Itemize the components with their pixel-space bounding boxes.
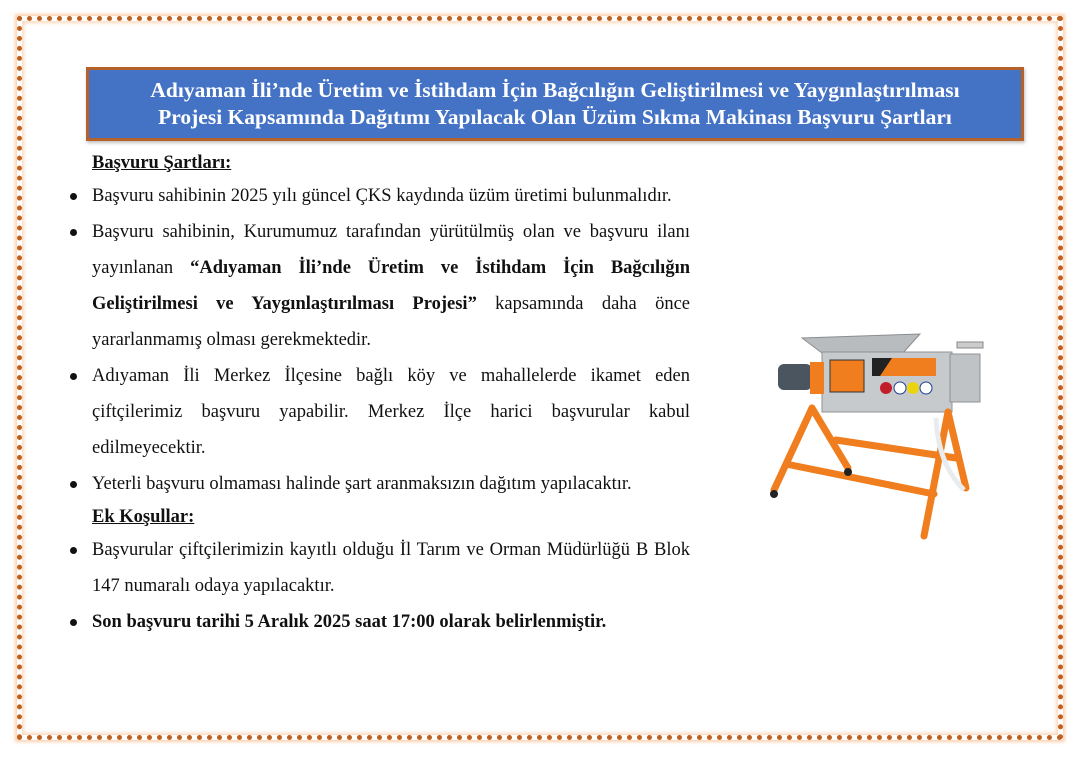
requirements-list [66, 178, 690, 502]
section-heading-additional-conditions: Ek Koşullar: [92, 507, 195, 527]
project-name-bold: “Adıyaman İli’nde Üretim ve İstihdam İçin Bağcılığın Geliştirilmesi ve Yaygınlaştırılması Projesi” [92, 258, 690, 314]
page-title-banner [86, 67, 1024, 141]
list-item: Adıyaman İli Merkez İlçesine bağlı köy ve mahallelerde ikamet eden çiftçilerimiz başvuru yapabilir. Merkez İlçe harici başvurular kabul edilmeyecektir. [66, 358, 690, 466]
list-item-text: Başvuru sahibinin, Kurumumuz tarafından yürütülmüş olan ve başvuru ilanı yayınlanan [92, 222, 690, 278]
document-body [66, 148, 690, 640]
list-item [66, 214, 690, 358]
list-item-text: kapsamında daha önce yararlanmamış olması gerekmektedir. [92, 294, 690, 350]
section-heading-application-requirements: Başvuru Şartları: [92, 153, 232, 173]
list-item: Başvurular çiftçilerimizin kayıtlı olduğu İl Tarım ve Orman Müdürlüğü B Blok 147 numaralı odaya yapılacaktır. [66, 532, 690, 604]
list-item: Yeterli başvuru olmaması halinde şart aranmaksızın dağıtım yapılacaktır. [66, 466, 690, 502]
grape-press-machine-image [752, 318, 992, 544]
list-item: Başvuru sahibinin 2025 yılı güncel ÇKS kaydında üzüm üretimi bulunmalıdır. [66, 178, 690, 214]
title-line-2: Projesi Kapsamında Dağıtımı Yapılacak Olan Üzüm Sıkma Makinası Başvuru Şartları [158, 105, 952, 129]
title-line-1: Adıyaman İli’nde Üretim ve İstihdam İçin Bağcılığın Geliştirilmesi ve Yaygınlaştırılması [150, 78, 960, 102]
deadline-item: Son başvuru tarihi 5 Aralık 2025 saat 17:00 olarak belirlenmiştir. [66, 604, 690, 640]
conditions-list [66, 532, 690, 640]
